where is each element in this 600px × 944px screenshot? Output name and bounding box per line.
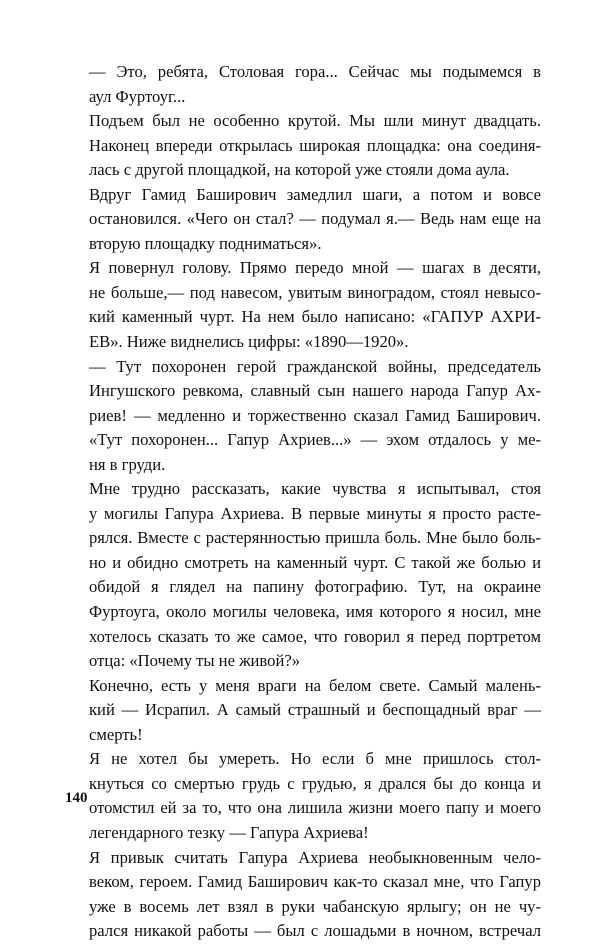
text-line: рялся. Вместе с растерянностью пришла боль. Мне было боль- [89,528,541,548]
text-line: Наконец впереди открылась широкая площадка: она соединя- [89,135,541,155]
text-line: Я повернул голову. Прямо передо мной — шагах в десяти, [89,258,541,278]
text-line: легендарного тезку — Гапура Ахриева! [89,822,369,842]
text-line: кнуться со смертью грудь с грудью, я дрался бы до конца и [89,773,541,793]
text-line: не больше,— под навесом, увитым виноградом, стоял невысо- [89,282,541,302]
text-line: лась с другой площадкой, на которой уже стояли дома аула. [89,160,510,180]
text-line: аул Фуртоуг... [89,86,186,106]
text-line: хотелось сказать то же самое, что говорил я перед портретом [89,626,541,646]
text-line: Конечно, есть у меня враги на белом свете. Самый малень- [89,675,541,695]
text-line: отца: «Почему ты не живой?» [89,651,300,671]
text-line: обидой я глядел на папину фотографию. Тут, на окраине [89,577,541,597]
text-line: Вдруг Гамид Баширович замедлил шаги, а потом и вовсе [89,184,541,204]
text-line: риев! — медленно и торжественно сказал Гамид Баширович. [89,405,541,425]
text-line: у могилы Гапура Ахриева. В первые минуты я просто расте- [89,503,541,523]
text-line: Мне трудно рассказать, какие чувства я испытывал, стоя [89,479,541,499]
text-line: отомстил ей за то, что она лишила жизни моего папу и моего [89,798,541,818]
text-line: Подъем был не особенно крутой. Мы шли минут двадцать. [89,111,541,131]
text-line: рался никакой работы — был с лошадьми в ночном, встречал [89,921,541,941]
text-line: Я привык считать Гапура Ахриева необыкновенным чело- [89,847,541,867]
text-line: кий — Исрапил. А самый страшный и беспощадный враг — [89,700,541,720]
text-line: кий каменный чурт. На нем было написано: «ГАПУР АХРИ- [89,307,541,327]
text-line: но и обидно смотреть на каменный чурт. С такой же болью и [89,552,541,572]
text-line: смерть! [89,724,143,744]
page-number: 140 [65,790,88,806]
text-line: Фуртоуга, около могилы человека, имя которого я носил, мне [89,602,541,622]
text-line: Я не хотел бы умереть. Но если б мне пришлось стол- [89,749,541,769]
text-line: — Это, ребята, Столовая гора... Сейчас мы подымемся в [89,62,541,81]
body-text [89,60,541,944]
text-line: веком, героем. Гамид Баширович как-то сказал мне, что Гапур [89,872,541,892]
text-line: ня в груди. [89,454,166,474]
text-line: остановился. «Чего он стал? — подумал я.— Ведь нам еще на [89,209,541,229]
text-line: «Тут похоронен... Гапур Ахриев...» — эхом отдалось у ме- [89,430,541,450]
text-line: — Тут похоронен герой гражданской войны, председатель [89,356,541,376]
text-line: уже в восемь лет взял в руки чабанскую ярлыгу; он не чу- [89,896,541,916]
text-line: ЕВ». Ниже виднелись цифры: «1890—1920». [89,332,409,352]
text-line: Ингушского ревкома, славный сын нашего народа Гапур Ах- [89,381,541,401]
text-line: вторую площадку подниматься». [89,233,322,253]
